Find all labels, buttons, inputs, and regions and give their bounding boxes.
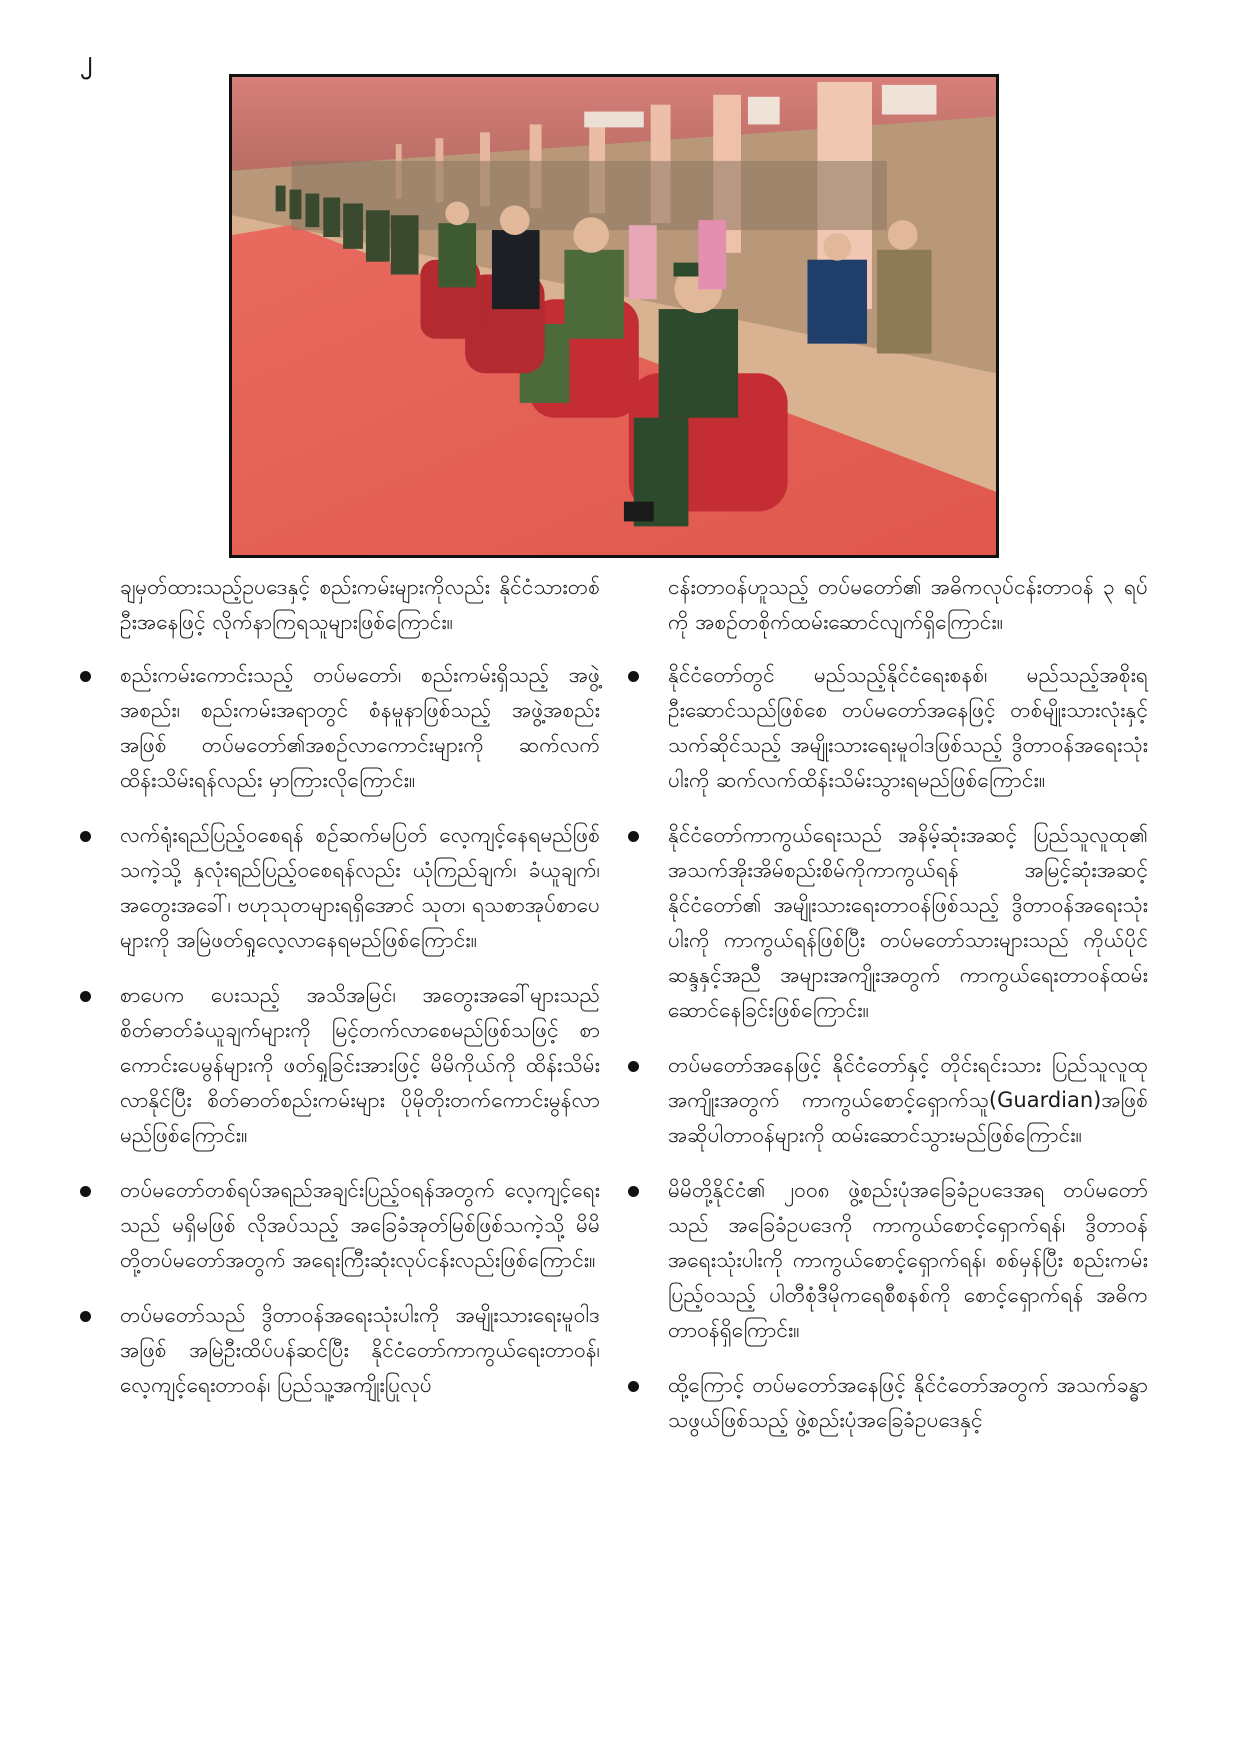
bullet-icon: [80, 1311, 91, 1322]
bullet-icon: [628, 1381, 639, 1392]
list-item: [80, 658, 600, 798]
list-item: [628, 1048, 1148, 1153]
bullet-icon: [628, 1061, 639, 1072]
bullet-icon: [80, 1186, 91, 1197]
list-item-text: တပ်မတော်အနေဖြင့် နိုင်ငံတော်နှင့် တိုင်းရင်းသား ပြည်သူလူထုအကျိုးအတွက် ကာကွယ်စောင့်ရှောက်သူ(Guardian)အဖြစ် အဆိုပါတာဝန်များကို ထမ်းဆောင်သွားမည်ဖြစ်ကြောင်း။: [668, 1053, 1148, 1147]
list-item-text: စာပေက ပေးသည့် အသိအမြင်၊ အတွေးအခေါ်များသည် စိတ်ဓာတ်ခံယူချက်များကို မြင့်တက်လာစေမည်ဖြစ်သဖြင့် စာကောင်းပေမွန်များကို ဖတ်ရှုခြင်းအားဖြင့် မိမိကိုယ်ကို ထိန်းသိမ်းလာနိုင်ပြီး စိတ်ဓာတ်စည်းကမ်းများ ပိုမိုတိုးတက်ကောင်းမွန်လာမည်ဖြစ်ကြောင်း။: [120, 983, 600, 1147]
ceremony-photo-icon: [232, 77, 996, 555]
list-item-text: တပ်မတော်တစ်ရပ်အရည်အချင်းပြည့်ဝရန်အတွက် လေ့ကျင့်ရေးသည် မရှိမဖြစ် လိုအပ်သည့် အခြေခံအုတ်မြစ်ဖြစ်သကဲ့သို့ မိမိတို့တပ်မတော်အတွက် အရေးကြီးဆုံးလုပ်ငန်းလည်းဖြစ်ကြောင်း။: [120, 1178, 600, 1272]
bullet-icon: [628, 1186, 639, 1197]
bullet-icon: [628, 831, 639, 842]
list-item: [628, 1173, 1148, 1348]
list-item-text: နိုင်ငံတော်တွင် မည်သည့်နိုင်ငံရေးစနစ်၊ မည်သည့်အစိုးရဦးဆောင်သည်ဖြစ်စေ တပ်မတော်အနေဖြင့် တစ်မျိုးသားလုံးနှင့်သက်ဆိုင်သည့် အမျိုးသားရေးမူဝါဒဖြစ်သည့် ဒွိတာဝန်အရေးသုံးပါးကို ဆက်လက်ထိန်းသိမ်းသွားရမည်ဖြစ်ကြောင်း။: [668, 663, 1148, 792]
list-item: [80, 1173, 600, 1278]
list-item-text: နိုင်ငံတော်ကာကွယ်ရေးသည် အနိမ့်ဆုံးအဆင့် ပြည်သူလူထု၏ အသက်အိုးအိမ်စည်းစိမ်ကိုကာကွယ်ရန် အမြင့်ဆုံးအဆင့် နိုင်ငံတော်၏ အမျိုးသားရေးတာဝန်ဖြစ်သည့် ဒွိတာဝန်အရေးသုံးပါးကို ကာကွယ်ရန်ဖြစ်ပြီး တပ်မတော်သားများသည် ကိုယ်ပိုင်ဆန္ဒနှင့်အညီ အများအကျိုးအတွက် ကာကွယ်ရေးတာဝန်ထမ်းဆောင်နေခြင်းဖြစ်ကြောင်း။: [668, 823, 1148, 1022]
list-item-text: လက်ရုံးရည်ပြည့်ဝစေရန် စဉ်ဆက်မပြတ် လေ့ကျင့်နေရမည်ဖြစ်သကဲ့သို့ နှလုံးရည်ပြည့်ဝစေရန်လည်း ယုံကြည်ချက်၊ ခံယူချက်၊ အတွေးအခေါ်၊ ဗဟုသုတများရရှိအောင် သုတ၊ ရသစာအုပ်စာပေများကို အမြဲဖတ်ရှုလေ့လာနေရမည်ဖြစ်ကြောင်း။: [120, 823, 600, 952]
list-item: [628, 658, 1148, 798]
right-column: [628, 570, 1148, 1458]
right-continuation-paragraph: ငန်းတာဝန်ဟူသည့် တပ်မတော်၏ အဓိကလုပ်ငန်းတာဝန် ၃ ရပ်ကို အစဉ်တစိုက်ထမ်းဆောင်လျက်ရှိကြောင်း။: [668, 575, 1148, 634]
list-item: [80, 1298, 600, 1403]
bullet-icon: [628, 671, 639, 682]
bullet-icon: [80, 831, 91, 842]
list-item-text: ထို့ကြောင့် တပ်မတော်အနေဖြင့် နိုင်ငံတော်အတွက် အသက်ခန္ဓာသဖွယ်ဖြစ်သည့် ဖွဲ့စည်းပုံအခြေခံဥပဒေနှင့်: [668, 1373, 1148, 1432]
left-intro-paragraph: ချမှတ်ထားသည့်ဥပဒေနှင့် စည်းကမ်းများကိုလည်း နိုင်ငံသားတစ်ဦးအနေဖြင့် လိုက်နာကြရသူများဖြစ်ကြောင်း။: [120, 575, 600, 634]
list-item: [628, 818, 1148, 1028]
list-item-text: တပ်မတော်သည် ဒွိတာဝန်အရေးသုံးပါးကို အမျိုးသားရေးမူဝါဒအဖြစ် အမြဲဦးထိပ်ပန်ဆင်ပြီး နိုင်ငံတော်ကာကွယ်ရေးတာဝန်၊ လေ့ကျင့်ရေးတာဝန်၊ ပြည်သူ့အကျိုးပြုလုပ်: [120, 1303, 600, 1397]
list-item: [80, 818, 600, 958]
list-item: [80, 978, 600, 1153]
ceremony-photo: [229, 74, 999, 558]
list-item-text: မိမိတို့နိုင်ငံ၏ ၂၀၀၈ ဖွဲ့စည်းပုံအခြေခံဥပဒေအရ တပ်မတော်သည် အခြေခံဥပဒေကို ကာကွယ်စောင့်ရှောက်ရန်၊ ဒွိတာဝန်အရေးသုံးပါးကို ကာကွယ်စောင့်ရှောက်ရန်၊ စစ်မှန်ပြီး စည်းကမ်းပြည့်ဝသည့် ပါတီစုံဒီမိုကရေစီစနစ်ကို စောင့်ရှောက်ရန် အဓိကတာဝန်ရှိကြောင်း။: [668, 1178, 1148, 1342]
bullet-icon: [80, 671, 91, 682]
bullet-icon: [80, 991, 91, 1002]
list-item: [628, 1368, 1148, 1438]
left-column: [80, 570, 600, 1423]
page-number: ၂: [80, 46, 92, 74]
list-item-text: စည်းကမ်းကောင်းသည့် တပ်မတော်၊ စည်းကမ်းရှိသည့် အဖွဲ့အစည်း၊ စည်းကမ်းအရာတွင် စံနမူနာဖြစ်သည့် အဖွဲ့အစည်းအဖြစ် တပ်မတော်၏အစဉ်လာကောင်းများကို ဆက်လက်ထိန်းသိမ်းရန်လည်း မှာကြားလိုကြောင်း။: [120, 663, 600, 792]
